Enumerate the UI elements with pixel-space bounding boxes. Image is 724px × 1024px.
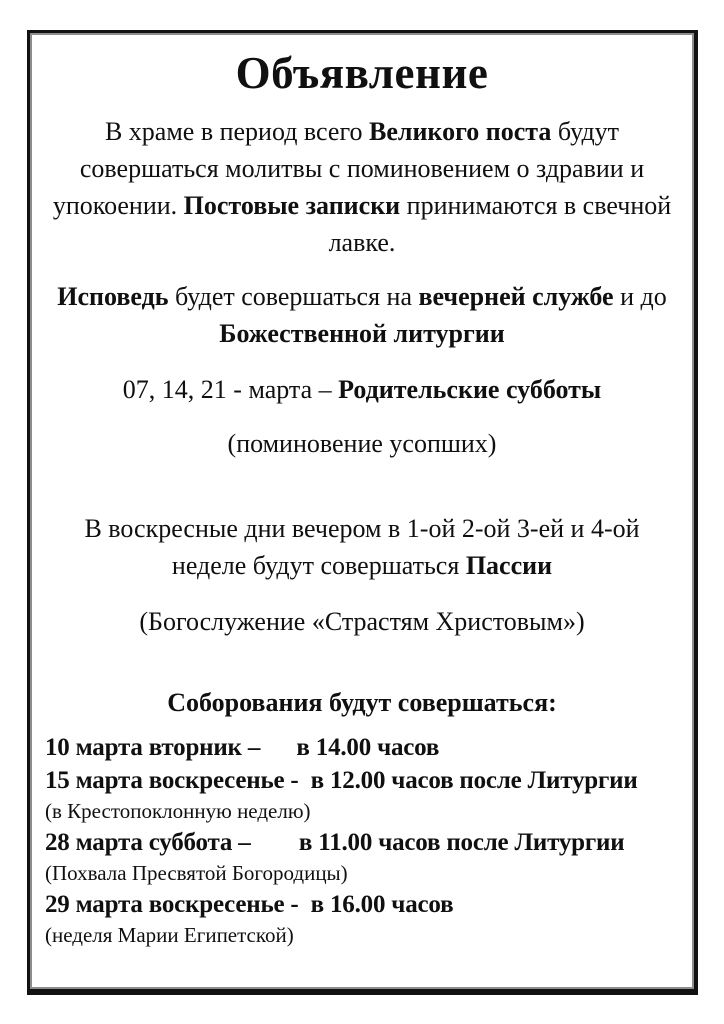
schedule-note-28-march: (Похвала Пресвятой Богородицы) [45, 861, 348, 885]
text-segment: Исповедь [57, 282, 169, 311]
text-segment: Пассии [465, 551, 553, 580]
passia-paragraph [51, 510, 673, 584]
text-segment: вечерней службе [418, 282, 614, 311]
schedule-note-15-march: (в Крестопоклонную неделю) [45, 799, 311, 823]
text-segment: Родительские субботы [338, 375, 602, 404]
text-segment: 07, 14, 21 - марта – [122, 375, 339, 404]
schedule-row [45, 888, 679, 950]
parent-saturdays-line [51, 371, 673, 408]
schedule-row [45, 731, 679, 764]
unction-schedule [45, 731, 679, 950]
text-segment: В воскресные дни вечером в 1-ой 2-ой 3-ей и 4-ой неделе будут совершаться [84, 514, 640, 580]
page-content [30, 33, 694, 989]
text-segment: В храме в период всего [104, 117, 369, 146]
intro-paragraph [51, 113, 673, 261]
text-segment: будет совершаться на [168, 282, 419, 311]
schedule-row [45, 764, 679, 826]
text-segment: принимаются в свечной лавке. [328, 191, 672, 257]
parent-saturdays-note: (поминовение усопших) [227, 429, 497, 458]
schedule-line-15-march: 15 марта воскресенье - в 12.00 часов после Литургии [45, 767, 638, 794]
confession-paragraph [51, 278, 673, 352]
schedule-note-29-march: (неделя Марии Египетской) [45, 923, 294, 947]
text-segment: Божественной литургии [219, 319, 505, 348]
text-segment: Постовые записки [183, 191, 401, 220]
schedule-line-29-march: 29 марта воскресенье - в 16.00 часов [45, 891, 454, 918]
page-border-frame [27, 30, 698, 995]
schedule-line-28-march: 28 марта суббота – в 11.00 часов после Литургии [45, 829, 625, 856]
schedule-row [45, 826, 679, 888]
passia-note: (Богослужение «Страстям Христовым») [139, 607, 585, 636]
page-title: Объявление [235, 48, 489, 98]
unction-heading: Соборования будут совершаться: [167, 688, 557, 717]
text-segment: Великого поста [368, 117, 552, 146]
text-segment: и до [613, 282, 667, 311]
schedule-line-10-march: 10 марта вторник – в 14.00 часов [45, 734, 440, 761]
text-segment: будут совершаться молитвы с поминовением о здравии и упокоении. [52, 117, 645, 220]
